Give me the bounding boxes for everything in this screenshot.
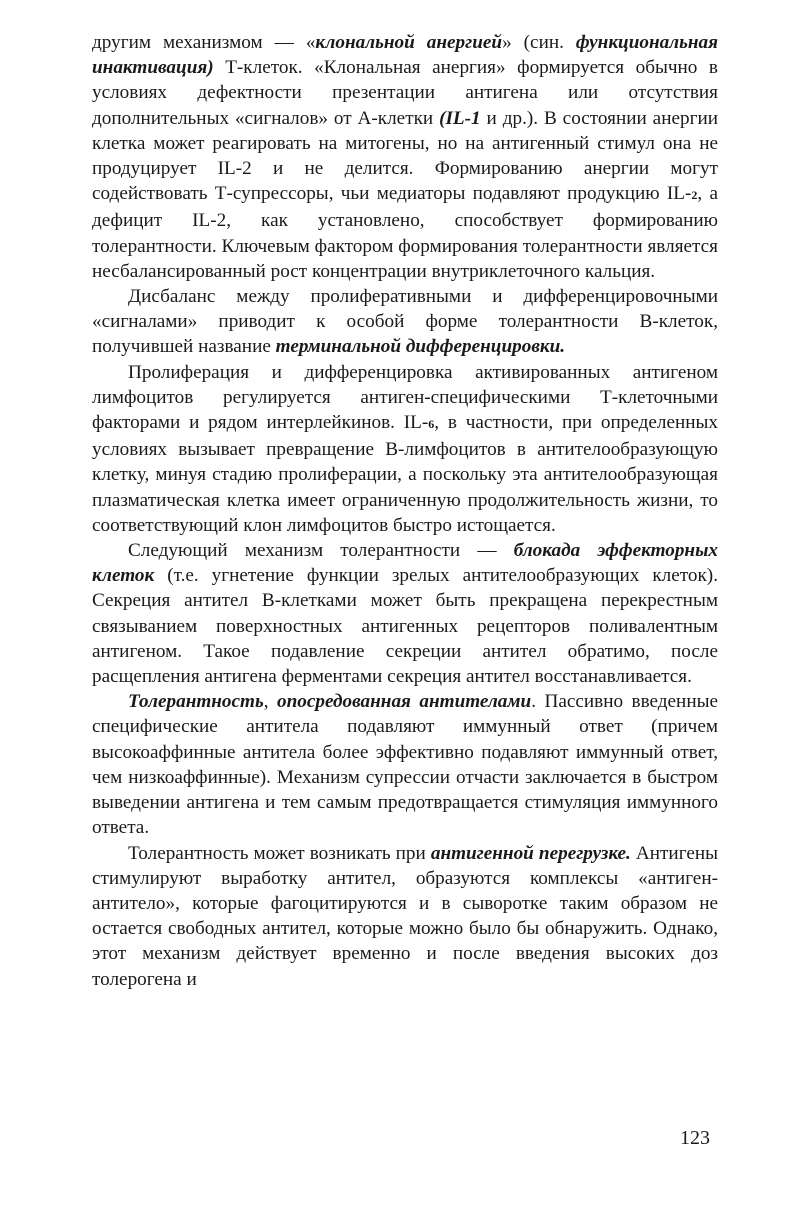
text-run: ,: [263, 691, 277, 713]
paragraph-4: [92, 538, 718, 689]
text-run: (т.е. угнетение функции зрелых антителообразующих клеток). Секреция антител В-клетками может быть прекращена перекрестным связыванием поверхностных антигенных рецепторов поливалентным антигеном. Такое подавление секреции антител обратимо, после расщепления антигена ферментами секреция антител восстанавливается.: [92, 565, 718, 688]
paragraph-3: [92, 360, 718, 538]
text-run: Толерантность может возникать при: [128, 842, 431, 864]
emphasis-term: терминальной дифференцировки.: [275, 336, 566, 358]
emphasis-term: (IL-1: [439, 107, 481, 129]
page-number: 123: [680, 1127, 710, 1149]
page-body: [92, 30, 718, 992]
emphasis-term: Толерантность: [128, 691, 264, 713]
text-run: » (син.: [502, 32, 576, 53]
text-run: Пролиферация и дифференцировка активированных антигеном лимфоцитов регулируется антиген-специфическими Т-клеточными факторами и рядом интерлейкинов. IL-: [92, 361, 718, 434]
text-run: и др.). В состоянии анергии клетка может реагировать на митогены, но на антигенный стимул она не продуцирует IL-2 и не делится. Формированию анергии могут содействовать Т-супрессоры, чьи медиаторы подавляют продукцию IL-: [92, 107, 718, 205]
emphasis-term: антигенной перегрузке.: [430, 842, 631, 864]
emphasis-term: блокада эффекторных клеток: [92, 540, 718, 587]
subscript: 6: [428, 417, 435, 432]
text-run: , а дефицит IL-2, как установлено, способствует формированию толерантности. Ключевым фактором формирования толерантности является несбалансированный рост концентрации внутриклеточного кальция.: [92, 183, 718, 282]
text-run: другим механизмом — «: [92, 32, 316, 53]
subscript: 2: [691, 188, 698, 203]
emphasis-term: функциональная инактивация): [92, 32, 718, 79]
text-run: , в частности, при определенных условиях вызывает превращение В-лимфоцитов в антителообразующую клетку, минуя стадию пролиферации, а поскольку эта антителообразующая плазматическая клетка имеет ограниченную продолжительность жизни, то соответствующий клон лимфоцитов быстро истощается.: [92, 412, 718, 536]
paragraph-6: [92, 841, 718, 992]
emphasis-term: клональной анергией: [315, 32, 503, 53]
text-run: . Пассивно введенные специфические антитела подавляют иммунный ответ (причем высокоаффинные антитела более эффективно подавляют иммунный ответ, чем низкоаффинные). Механизм супрессии отчасти заключается в быстром выведении антигена и тем самым предотвращается стимуляция иммунного ответа.: [92, 691, 719, 839]
emphasis-term: опосредованная антителами: [277, 691, 532, 713]
text-run: Антигены стимулируют выработку антител, образуются комплексы «антиген-антитело», которые фагоцитируются и в сыворотке таким образом не остается свободных антител, которые можно было бы обнаружить. Однако, этот механизм действует временно и после введения высоких доз толерогена и: [92, 842, 718, 990]
text-run: Следующий механизм толерантности —: [128, 540, 514, 562]
paragraph-5: [92, 689, 718, 840]
paragraph-2: [92, 284, 718, 360]
text-run: Т-клеток. «Клональная анергия» формируется обычно в условиях дефектности презентации антигена или отсутствия дополнительных «сигналов» от А-клетки: [92, 57, 718, 129]
text-run: Дисбаланс между пролиферативными и дифференцировочными «сигналами» приводит к особой форме толерантности В-клеток, получившей название: [92, 286, 718, 358]
paragraph-1: [92, 30, 718, 284]
